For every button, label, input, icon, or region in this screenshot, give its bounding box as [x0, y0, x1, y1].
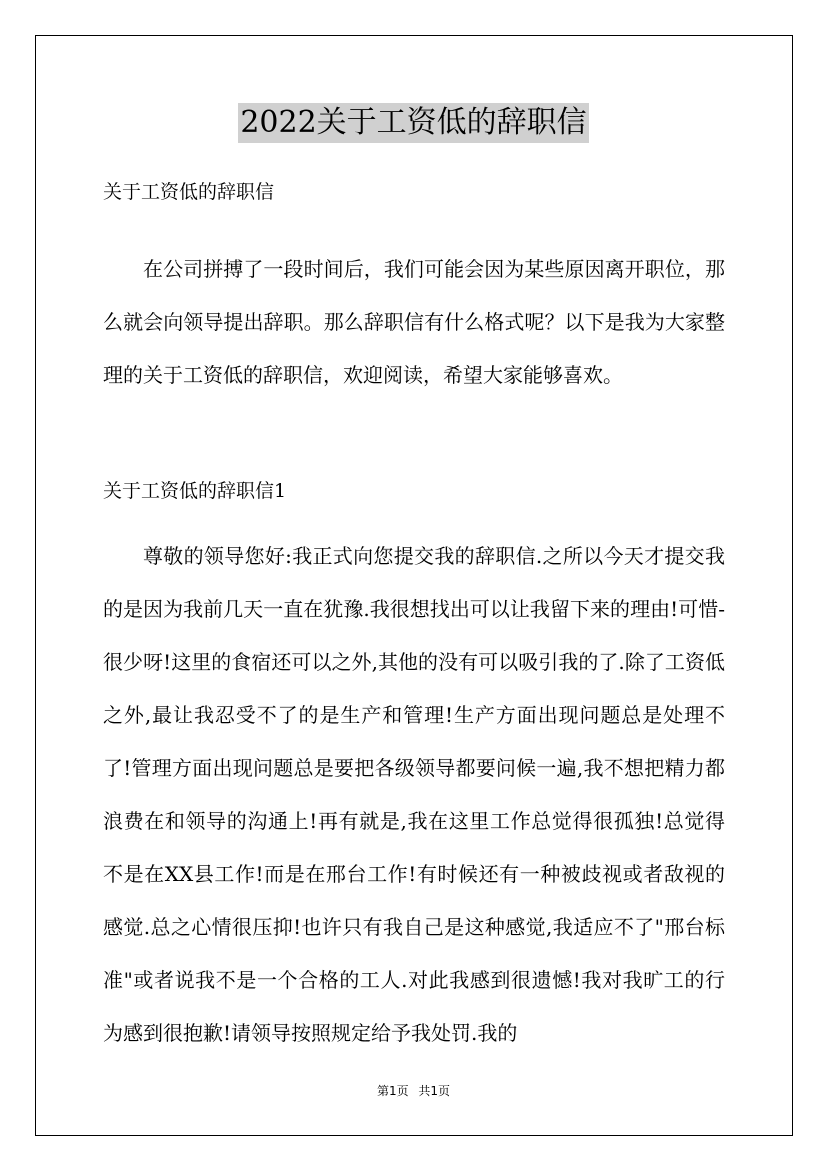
page-total: 共1页 — [418, 1084, 451, 1098]
title-container — [0, 103, 827, 143]
document-title: 2022关于工资低的辞职信 — [238, 103, 588, 143]
intro-paragraph: 在公司拼搏了一段时间后，我们可能会因为某些原因离开职位，那么就会向领导提出辞职。那么辞职信有什么格式呢？以下是我为大家整理的关于工资低的辞职信，欢迎阅读，希望大家能够喜欢。 — [103, 257, 725, 387]
page-footer — [0, 1083, 827, 1099]
letter-paragraph: 尊敬的领导您好:我正式向您提交我的辞职信.之所以今天才提交我的是因为我前几天一直在犹豫.我很想找出可以让我留下来的理由!可惜-很少呀!这里的食宿还可以之外,其他的没有可以吸引我的了.除了工资低之外,最让我忍受不了的是生产和管理!生产方面出现问题总是处理不了!管理方面出现问题总是要把各级领导都要问候一遍,我不想把精力都浪费在和领导的沟通上!再有就是,我在这里工作总觉得很孤独!总觉得不是在XX县工作!而是在邢台工作!有时候还有一种被歧视或者敌视的感觉.总之心情很压抑!也许只有我自己是这种感觉,我适应不了"邢台标准"或者说我不是一个合格的工人.对此我感到很遗憾!我对我旷工的行为感到很抱歉!请领导按照规定给予我处罚.我的 — [103, 544, 725, 1045]
section-heading: 关于工资低的辞职信1 — [103, 480, 287, 502]
document-subtitle: 关于工资低的辞职信 — [103, 181, 275, 203]
document-body — [103, 175, 725, 1060]
page-number: 第1页 — [376, 1084, 409, 1098]
